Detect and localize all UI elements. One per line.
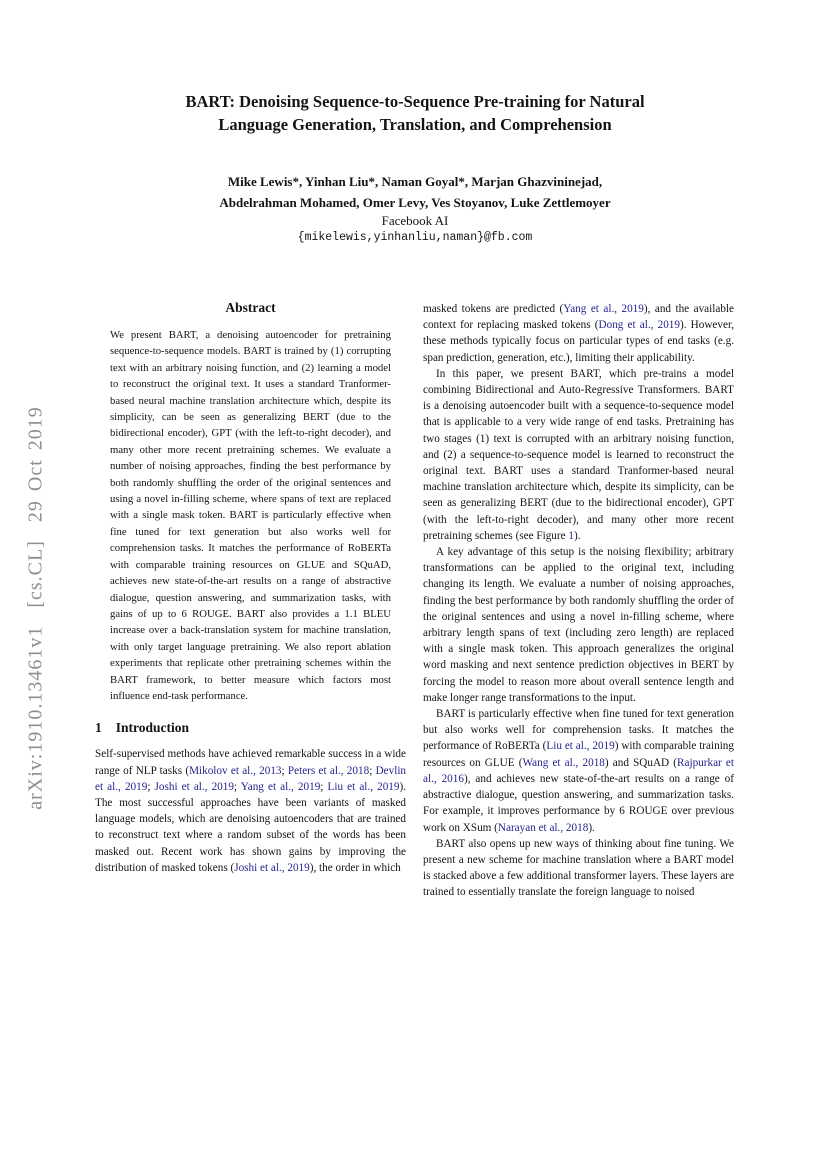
citation-link[interactable]: Yang et al., 2019 (240, 780, 321, 793)
body-paragraph (423, 366, 734, 544)
affiliation: Facebook AI (381, 213, 449, 228)
text-run: ). (573, 529, 581, 542)
body-paragraph (423, 836, 734, 901)
contact-email: {mikelewis,yinhanliu,naman}@fb.com (297, 231, 533, 244)
right-column (423, 301, 734, 901)
section-title: Introduction (115, 720, 190, 736)
text-run: BART is particularly effective when fine tuned for text generation but also works well for comprehension tasks. It matches the performance of RoBERTa ( (423, 708, 734, 753)
citation-link[interactable]: Mikolov et al., 2013 (189, 764, 282, 777)
text-run: ) with comparable training resources on GLUE ( (423, 740, 734, 769)
section-heading-introduction (95, 720, 406, 736)
title-line-2: Language Generation, Translation, and Comprehension (218, 115, 612, 134)
citation-link[interactable]: Devlin et al., 2019 (95, 764, 407, 793)
citation-link[interactable]: Yang et al., 2019 (563, 303, 644, 315)
citation-link[interactable]: Rajpurkar et al., 2016 (423, 756, 734, 785)
text-run: ), and the available context for replacing masked tokens ( (423, 303, 734, 332)
text-run: ). However, these methods typically focus on particular types of end tasks (e.g. span prediction, generation, etc.), limiting their applicability. (423, 319, 735, 364)
title-line-1: BART: Denoising Sequence-to-Sequence Pre-training for Natural (185, 92, 645, 111)
text-run: A key advantage of this setup is the noising flexibility; arbitrary transformations can be applied to the original text, including changing its length. We evaluate a number of noising approaches, finding the best performance by both randomly shuffling the order of the original sentences and using a novel in-filling scheme, where arbitrary length spans of text (including zero length) are replaced with a single mask token. This approach generalizes the original word masking and next sentence prediction objectives in BERT by forcing the model to reason more about overall sentence length and make longer range transformations to the input. (423, 546, 734, 704)
body-paragraph (423, 706, 734, 836)
text-run: masked tokens are predicted ( (423, 303, 564, 315)
body-paragraph (423, 544, 734, 706)
citation-link[interactable]: Peters et al., 2018 (287, 764, 370, 777)
abstract-heading: Abstract (225, 300, 276, 315)
paper-title (95, 90, 735, 136)
citation-link[interactable]: 1 (568, 529, 574, 542)
text-run: ) and SQuAD ( (604, 756, 678, 769)
text-run: ), and achieves new state-of-the-art results on a range of abstractive dialogue, question answering, and summarization tasks. For example, it improves performance by 6 ROUGE over previous work on XSum ( (423, 772, 734, 834)
intro-paragraph-1 (95, 746, 406, 876)
abstract-text: We present BART, a denoising autoencoder for pretraining sequence-to-sequence models. BART is trained by (1) corrupting text with an arbitrary noising function, and (2) learning a model to reconstruct the original text. It uses a standard Tranformer-based neural machine translation architecture which, despite its simplicity, can be seen as generalizing BERT (due to the bidirectional encoder), GPT (with the left-to-right decoder), and many other more recent pretraining schemes. We evaluate a number of noising approaches, finding the best performance by both randomly shuffling the order of the original sentences and using a novel in-filling scheme, where spans of text are replaced with a single mask token. BART is particularly effective when fine tuned for text generation but also works well for comprehension tasks. It matches the performance of RoBERTa with comparable training resources on GLUE and SQuAD, achieves new state-of-the-art results on a range of abstractive dialogue, question answering, and summarization tasks, with gains of up to 6 ROUGE. BART also provides a 1.1 BLEU increase over a back-translation system for machine translation, with only target language pretraining. We also report ablation experiments that replicate other pretraining schemes within the BART framework, to better measure which factors most influence end-task performance. (110, 329, 391, 702)
author-line-1: Mike Lewis*, Yinhan Liu*, Naman Goyal*, Marjan Ghazvininejad, (227, 174, 603, 189)
left-column (95, 300, 406, 876)
citation-link[interactable]: Wang et al., 2018 (522, 756, 605, 769)
body-paragraph (423, 301, 734, 366)
author-list (95, 171, 735, 213)
section-number: 1 (95, 720, 102, 736)
text-run: ; (233, 780, 241, 793)
author-line-2: Abdelrahman Mohamed, Omer Levy, Ves Stoyanov, Luke Zettlemoyer (219, 195, 611, 210)
text-run: ), the order in which (309, 861, 401, 874)
citation-link[interactable]: Liu et al., 2019 (327, 780, 400, 793)
text-run: ; (281, 764, 288, 777)
text-run: ). The most successful approaches have been variants of masked language models, which are denoising autoencoders that are trained to reconstruct text where a random subset of the words has been masked out. Recent work has shown gains by improving the distribution of masked tokens ( (95, 780, 407, 874)
text-run: ; (147, 780, 155, 793)
citation-link[interactable]: Dong et al., 2019 (598, 319, 680, 332)
citation-link[interactable]: Narayan et al., 2018 (497, 821, 589, 834)
text-run: ; (369, 764, 376, 777)
text-run: BART also opens up new ways of thinking about fine tuning. We present a new scheme for machine translation where a BART model is stacked above a few additional transformer layers. These layers are trained to essentially translate the foreign language to noised (423, 837, 734, 899)
citation-link[interactable]: Liu et al., 2019 (546, 740, 615, 753)
citation-link[interactable]: Joshi et al., 2019 (154, 780, 234, 793)
text-run: In this paper, we present BART, which pre-trains a model combining Bidirectional and Auto-Regressive Transformers. BART is a denoising autoencoder built with a sequence-to-sequence model that is applicable to a very wide range of end tasks. Pretraining has two stages (1) text is corrupted with an arbitrary noising function, and (2) a sequence-to-sequence model is learned to reconstruct the original text. BART uses a standard Tranformer-based neural machine translation architecture which, despite its simplicity, can be seen as generalizing BERT (due to the bidirectional encoder), GPT (with the left-to-right decoder), and many other more recent pretraining schemes (see Figure (423, 367, 734, 542)
arxiv-watermark: arXiv:1910.13461v1 [cs.CL] 29 Oct 2019 (24, 406, 47, 810)
text-run: Self-supervised methods have achieved remarkable success in a wide range of NLP tasks ( (95, 748, 406, 777)
text-run: ). (588, 821, 595, 834)
citation-link[interactable]: Joshi et al., 2019 (234, 861, 310, 874)
text-run: ; (320, 780, 328, 793)
